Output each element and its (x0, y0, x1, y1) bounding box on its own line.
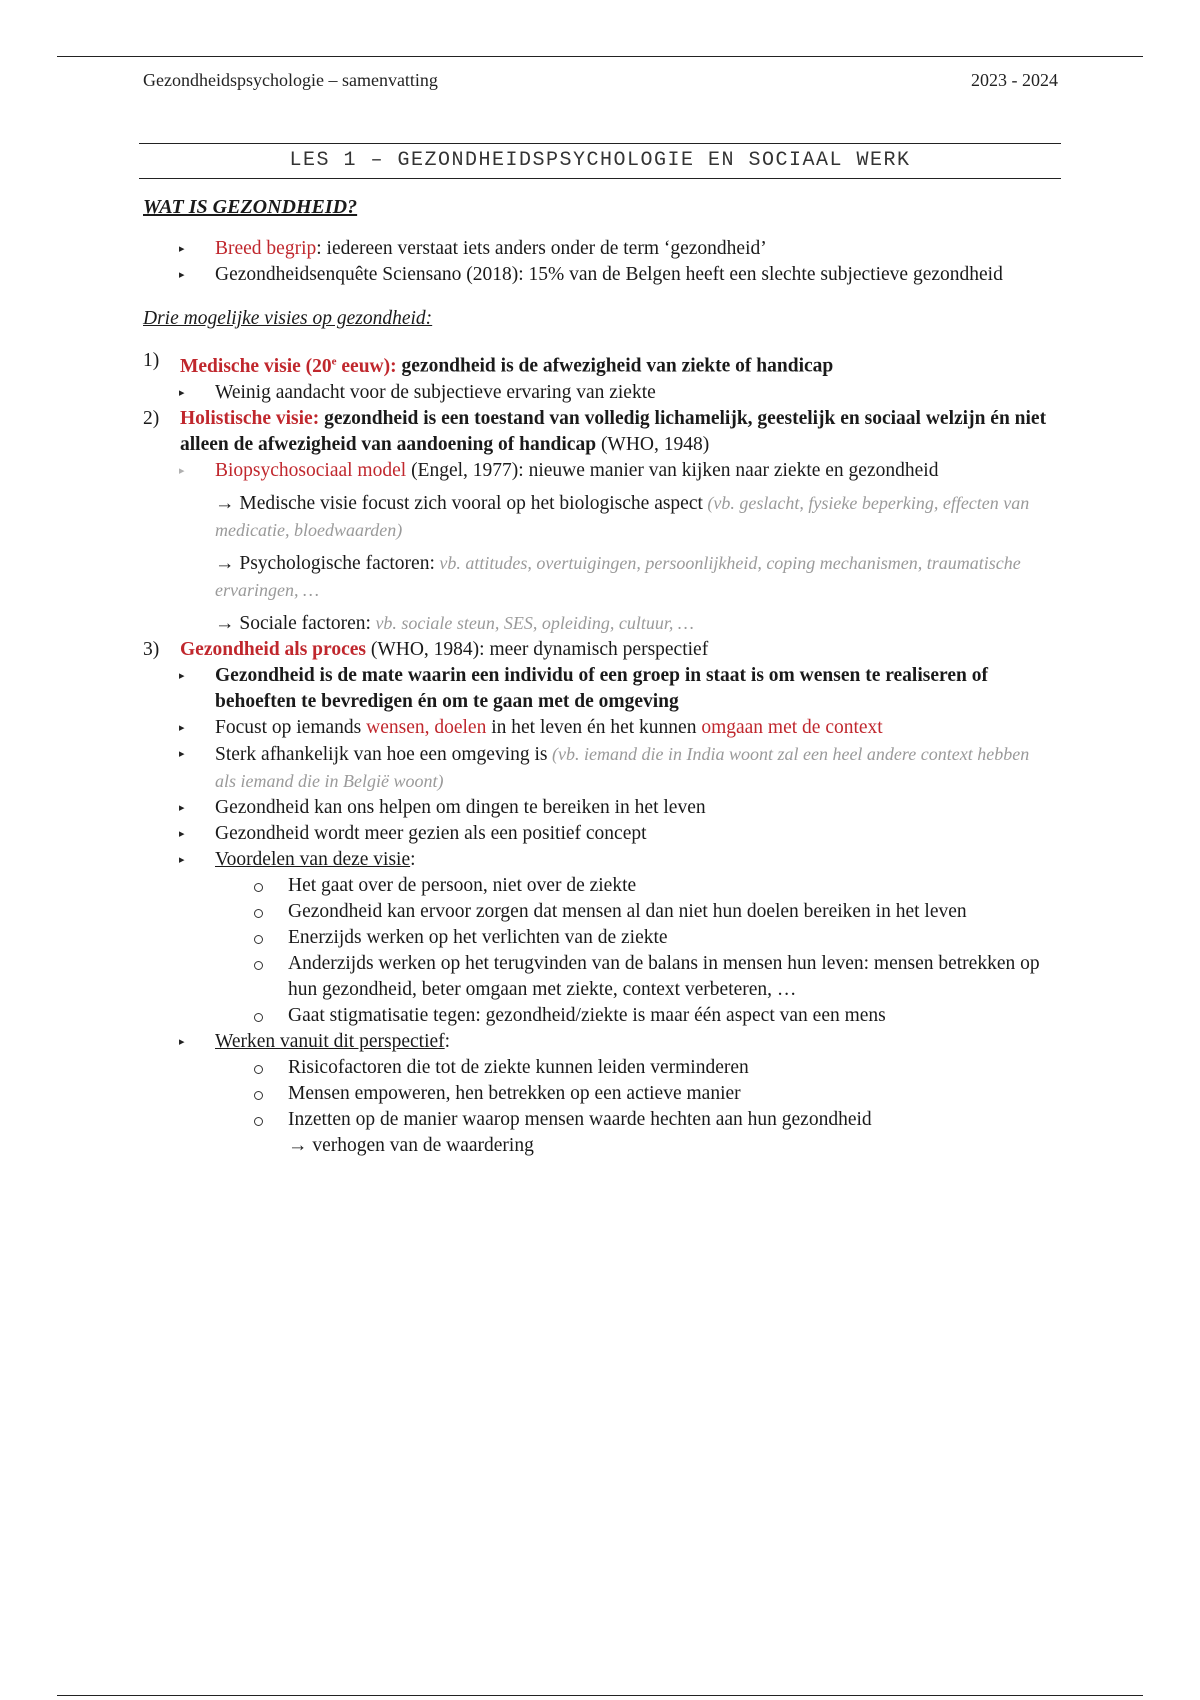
list-item: ▸ Voordelen van deze visie: (143, 847, 1053, 873)
vision-holistic: 2) Holistische visie: gezondheid is een toestand van volledig lichamelijk, geestelijk en sociaal welzijn én niet alleen de afwezigheid van aandoening of handicap (WHO, 1948) (143, 407, 1047, 455)
list-item: ▸ Sterk afhankelijk van hoe een omgeving is (vb. iemand die in India woont zal een heel andere context hebben als iemand die in België woont) (143, 741, 1053, 795)
intro-label: Breed begrip (215, 238, 317, 259)
list-item: ▸ Focust op iemands wensen, doelen in het leven én het kunnen omgaan met de context (143, 715, 1053, 741)
arrow-item: → verhogen van de waardering (288, 1134, 534, 1156)
sub-list-item: Risicofactoren die tot de ziekte kunnen leiden verminderen (143, 1055, 1053, 1081)
bottom-rule (57, 1695, 1143, 1696)
vision-process: 3) Gezondheid als proces (WHO, 1984): meer dynamisch perspectief (143, 638, 709, 660)
vision-title: Gezondheid als proces (180, 638, 366, 660)
header-title: Gezondheidspsychologie – samenvatting (143, 70, 438, 90)
sub-list-item: Gaat stigmatisatie tegen: gezondheid/ziekte is maar één aspect van een mens (143, 1003, 1053, 1029)
sub-list-item: Het gaat over de persoon, niet over de ziekte (143, 873, 1053, 899)
visions-heading: Drie mogelijke visies op gezondheid: (143, 308, 433, 329)
chapter-title: LES 1 – GEZONDHEIDSPSYCHOLOGIE EN SOCIAAL WERK (139, 143, 1061, 179)
sub-list-item: Gezondheid kan ervoor zorgen dat mensen al dan niet hun doelen bereiken in het leven (143, 899, 1053, 925)
header-year: 2023 - 2024 (971, 70, 1058, 90)
intro-item: ▸ Gezondheidsenquête Sciensano (2018): 15% van de Belgen heeft een slechte subjectieve gezondheid (143, 262, 1053, 288)
list-item: ▸ Gezondheid is de mate waarin een individu of een groep in staat is om wensen te realiseren of behoeften te bevredigen én om te gaan met de omgeving (143, 663, 1053, 715)
vision-title: Medische visie (20e eeuw): (180, 355, 397, 377)
list-item: ▸ Weinig aandacht voor de subjectieve ervaring van ziekte (143, 380, 1053, 406)
arrow-item: → Psychologische factoren: vb. attitudes, overtuigingen, persoonlijkheid, coping mechanismen, traumatische ervaringen, … (215, 552, 1021, 600)
vision-title: Holistische visie: (180, 407, 320, 429)
document-body (143, 190, 1053, 1159)
list-item: ▸ Werken vanuit dit perspectief: (143, 1029, 1053, 1055)
list-item: ▸ Gezondheid kan ons helpen om dingen te bereiken in het leven (143, 795, 1053, 821)
vision-medical: 1) Medische visie (20e eeuw): gezondheid is de afwezigheid van ziekte of handicap (143, 350, 834, 377)
list-item: ▸ Biopsychosociaal model (Engel, 1977): nieuwe manier van kijken naar ziekte en gezondheid (143, 458, 1053, 484)
top-rule (57, 56, 1143, 57)
arrow-item: → Sociale factoren: vb. sociale steun, SES, opleiding, cultuur, … (215, 612, 694, 634)
sub-list-item: Enerzijds werken op het verlichten van de ziekte (143, 925, 1053, 951)
section-heading: WAT IS GEZONDHEID? (143, 196, 358, 218)
arrow-item: → Medische visie focust zich vooral op het biologische aspect (vb. geslacht, fysieke beperking, effecten van medicatie, bloedwaarden) (215, 492, 1030, 540)
sub-list-item: Mensen empoweren, hen betrekken op een actieve manier (143, 1081, 1053, 1107)
sub-list-item: Inzetten op de manier waarop mensen waarde hechten aan hun gezondheid (143, 1107, 1053, 1133)
intro-item: ▸ Breed begrip: iedereen verstaat iets anders onder de term ‘gezondheid’ (143, 236, 1053, 262)
list-item: ▸ Gezondheid wordt meer gezien als een positief concept (143, 821, 1053, 847)
sub-list-item: Anderzijds werken op het terugvinden van de balans in mensen hun leven: mensen betrekken op hun gezondheid, beter omgaan met ziekte, context verbeteren, … (143, 951, 1053, 1003)
